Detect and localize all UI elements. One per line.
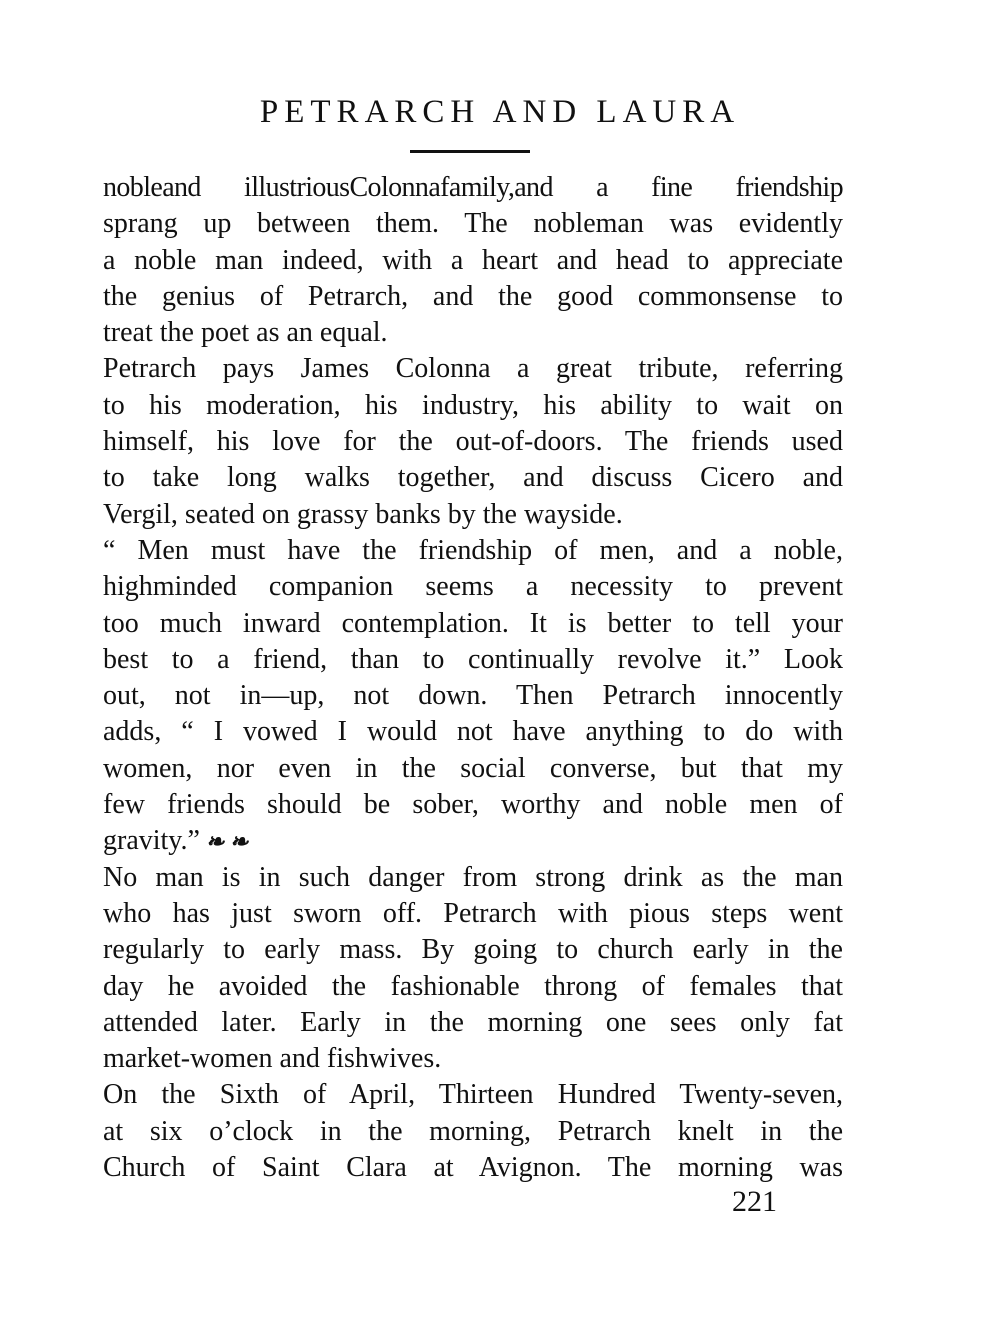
body-text xyxy=(103,170,843,1186)
text-line: “ Men must have the friendship of men, and a noble, xyxy=(103,534,843,566)
text-line: gravity.” xyxy=(103,825,200,857)
text-line: sprang up between them. The nobleman was evidently xyxy=(103,208,843,240)
text-line: adds, “ I vowed I would not have anything to do with xyxy=(103,716,843,748)
text-line: the genius of Petrarch, and the good commonsense to xyxy=(103,280,843,312)
text-line: No man is in such danger from strong drink as the man xyxy=(103,861,843,893)
text-line: best to a friend, than to continually revolve it.” Look xyxy=(103,643,843,675)
text-line: women, nor even in the social converse, but that my xyxy=(103,752,843,784)
text-line: On the Sixth of April, Thirteen Hundred Twenty-seven, xyxy=(103,1079,843,1111)
text-line: Church of Saint Clara at Avignon. The morning was xyxy=(103,1152,843,1184)
text-line: highminded companion seems a necessity to prevent xyxy=(103,571,843,603)
text-line: too much inward contemplation. It is better to tell your xyxy=(103,607,843,639)
text-line: to his moderation, his industry, his ability to wait on xyxy=(103,389,843,421)
text-line: who has just sworn off. Petrarch with pious steps went xyxy=(103,897,843,929)
running-head: PETRARCH AND LAURA xyxy=(259,94,741,130)
text-line: treat the poet as an equal. xyxy=(103,317,388,349)
text-line: day he avoided the fashionable throng of females that xyxy=(103,970,843,1002)
text-line: at six o’clock in the morning, Petrarch knelt in the xyxy=(103,1115,843,1147)
fleuron-ornament-icon: ❧ ❧ xyxy=(205,829,249,855)
text-line: himself, his love for the out-of-doors. The friends used xyxy=(103,426,843,458)
head-rule-divider xyxy=(410,150,530,153)
text-line: few friends should be sober, worthy and noble men of xyxy=(103,789,843,821)
page-number: 221 xyxy=(732,1185,777,1218)
text-line: regularly to early mass. By going to church early in the xyxy=(103,934,843,966)
text-line: out, not in—up, not down. Then Petrarch innocently xyxy=(103,680,843,712)
text-line-with-ornament xyxy=(103,823,843,859)
text-line: to take long walks together, and discuss Cicero and xyxy=(103,462,843,494)
text-line: Vergil, seated on grassy banks by the wayside. xyxy=(103,498,623,530)
text-line: market-women and fishwives. xyxy=(103,1043,442,1075)
text-line: a noble man indeed, with a heart and head to appreciate xyxy=(103,244,843,276)
text-line: nobleand illustriousColonnafamily,and a fine friendship xyxy=(103,172,843,203)
text-line: attended later. Early in the morning one sees only fat xyxy=(103,1006,843,1038)
text-line: Petrarch pays James Colonna a great tribute, referring xyxy=(103,353,843,385)
